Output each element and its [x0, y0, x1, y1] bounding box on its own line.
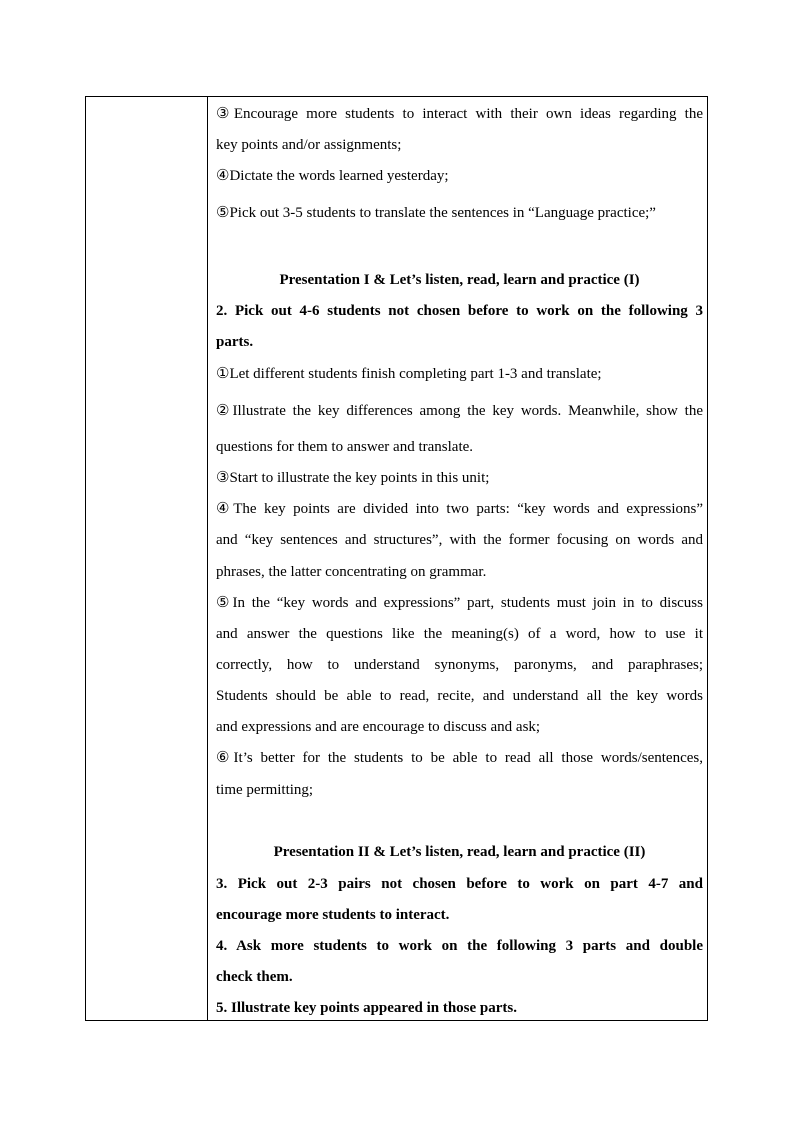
left-empty-cell: [86, 97, 207, 1020]
text-line: time permitting;: [216, 782, 314, 798]
text-line: and “key sentences and structures”, with the former focusing on words and: [216, 532, 703, 548]
text-line: and expressions and are encourage to discuss and ask;: [216, 719, 541, 735]
text-line: questions for them to answer and translate.: [216, 439, 474, 455]
text-line: key points and/or assignments;: [216, 137, 402, 153]
text-line: 5. Illustrate key points appeared in those parts.: [216, 1000, 517, 1016]
text-line: ③Start to illustrate the key points in this unit;: [216, 470, 490, 486]
text-line: 3. Pick out 2-3 pairs not chosen before to work on part 4-7 and: [216, 876, 703, 892]
section-heading: Presentation II & Let’s listen, read, learn and practice (II): [273, 844, 646, 860]
text-line: parts.: [216, 334, 254, 350]
text-line: ④The key points are divided into two parts: “key words and expressions”: [216, 501, 703, 517]
lesson-table: [85, 96, 708, 1021]
text-line: 4. Ask more students to work on the following 3 parts and double: [216, 938, 703, 954]
text-line: ④Dictate the words learned yesterday;: [216, 168, 449, 184]
text-line: encourage more students to interact.: [216, 907, 450, 923]
section-heading: Presentation I & Let’s listen, read, learn and practice (I): [279, 272, 640, 288]
text-line: and answer the questions like the meaning(s) of a word, how to use it: [216, 626, 703, 642]
content-cell: [208, 97, 707, 1020]
text-line: Students should be able to read, recite, and understand all the key words: [216, 688, 703, 704]
text-line: phrases, the latter concentrating on grammar.: [216, 564, 487, 580]
text-line: check them.: [216, 969, 293, 985]
text-line: ①Let different students finish completing part 1-3 and translate;: [216, 366, 602, 382]
text-line: ⑤Pick out 3-5 students to translate the sentences in “Language practice;”: [216, 205, 656, 221]
text-line: 2. Pick out 4-6 students not chosen before to work on the following 3: [216, 303, 703, 319]
text-line: correctly, how to understand synonyms, paronyms, and paraphrases;: [216, 657, 703, 673]
text-line: ⑥It’s better for the students to be able to read all those words/sentences,: [216, 750, 703, 766]
text-line: ⑤In the “key words and expressions” part, students must join in to discuss: [216, 595, 703, 611]
text-line: ②Illustrate the key differences among the key words. Meanwhile, show the: [216, 403, 703, 419]
text-line: ③Encourage more students to interact with their own ideas regarding the: [216, 106, 703, 122]
